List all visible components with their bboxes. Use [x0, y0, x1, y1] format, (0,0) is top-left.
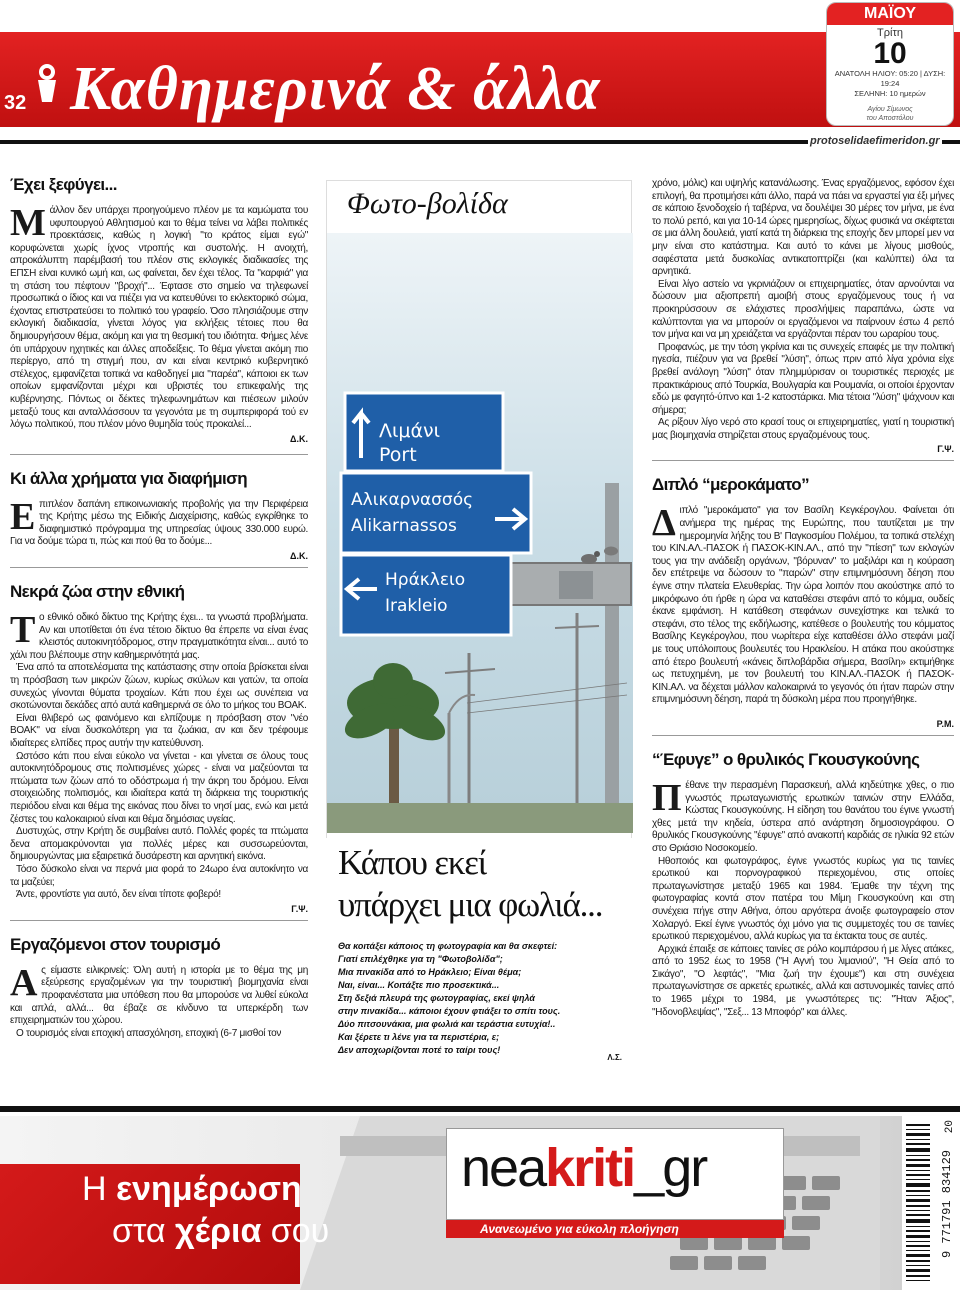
dropcap: Ε: [10, 495, 36, 538]
caption-line: Στη δεξιά πλευρά της φωτογραφίας, εκεί ψηλά: [338, 993, 535, 1003]
ad-divider: [0, 1106, 960, 1112]
caption-line: Και ξέρετε τι λένε για τα περιστέρια, ε;: [338, 1032, 500, 1042]
caption-line: Ναι, είναι... Κοιτάξτε πιο προσεκτικά...: [338, 980, 500, 990]
article-nekra-zoa: [10, 582, 308, 914]
ad-slogan-line2: στα χέρια σου: [112, 1212, 330, 1250]
article-paragraph: Δυστυχώς, στην Κρήτη δε συμβαίνει αυτό. Πολλές φορές τα πτώματα δενα απομακρύνονται για πολλές μέρες και συσσωρεύονται, δημιουργώντας μια εξαιρετικά δυσάρεστη και αρνητική εικόνα.: [10, 826, 308, 863]
ad-tagline: Ανανεωμένο για εύκολη πλοήγηση: [480, 1222, 679, 1236]
saint-name-line1: Αγίου Σίμωνος: [867, 106, 913, 113]
sign-port-en: Port: [379, 444, 417, 466]
article-paragraph: χρόνο, μόλις) και υψηλής κατανάλωσης. Ένας εργαζόμενος, εφόσον έχει επιλογή, θα προτιμήσει κάτι άλλο, παρά να πάει να εργαστεί για έξι μήνες σε κάποιο ξενοδοχείο ή ταβέρνα, να δουλέψει 30 μέρες τον μήνα, με ένα το πολύ ρεπό, και για 10-14 ώρες ημερησίως, δίχως φυσικά να σκέφτεται σε μια άλλη δουλειά, γιατί κατά τη διάρκεια της εποχής δεν μπορεί μεν να μην είναι στο κατάστημα. Και αυτό το κάνει με λίγους μισθούς, σαφέστατα μετά δυσκολίας αντικατοπτρίζει (και καλύπτει) όλα τα αρνητικά.: [652, 178, 954, 278]
article-body: [10, 495, 308, 549]
date-month: ΜΑΪΟΥ: [827, 3, 953, 25]
section-title: Καθημερινά & άλλα: [70, 55, 601, 123]
moon-phase: ΣΕΛΗΝΗ: 10 ημερών: [854, 89, 926, 98]
article-headline: Έχει ξεφύγει...: [10, 175, 117, 194]
article-byline: Δ.Κ.: [290, 551, 308, 562]
article-headline: Κι άλλα χρήματα για διαφήμιση: [10, 468, 247, 488]
dropcap: Π: [652, 776, 682, 819]
article-ergazomenoi: [10, 935, 308, 1041]
article-paragraph: Ηθοποιός και φωτογράφος, έγινε γνωστός κυρίως για τις ταινίες ερωτικού και πορνογραφικού περιεχομένου, στις οποίες πρωταγωνίστησε μεταξύ 1965 και 1984. Έμαθε την τέχνη της φωτογραφίας κοντά στον πατέρα του Μίμη Γκουσγκούνη και στη συνέχεια πήγε στην Αθήνα, όπου αργότερα άνοιξε φωτογραφείο στον Χολαργό. Εκεί έγινε γνωστός όχι μόνο για τις συμμετοχές του σε ταινίες ερωτικού περιεχομένου, αλλά κυρίως για τα έκτακτα τους σε αυτές.: [652, 855, 954, 943]
photo-caption-lines: [338, 940, 622, 1057]
dropcap: Α: [10, 961, 38, 1004]
sign-alikarnassos-gr: Αλικαρνασσός: [351, 490, 474, 510]
article-text: ς είμαστε ειλικρινείς: Όλη αυτή η ιστορία με το θέμα της μη εξεύρεσης εργαζομένων για την τουριστική βιομηχανία είναι προφανέστατα μια υπόθεση που θα μπορούσε να λυθεί εύκολα και απλά, αλλά... θα έβαζε σε κίνδυνο τα υπερκέρδη των επιχειρηματιών του χώρου.: [10, 964, 308, 1027]
road-sign-photo: [327, 233, 633, 833]
left-column: [10, 175, 308, 1040]
article-diafimisi: [10, 469, 308, 561]
sign-alikarnassos-en: Alikarnassos: [351, 516, 457, 536]
date-box: [826, 2, 954, 126]
article-byline: Δ.Κ.: [290, 433, 308, 444]
article-ergazomenoi-continued: [652, 178, 954, 454]
article-body: [10, 609, 308, 902]
article-gkousgkounis: [652, 750, 954, 1019]
sign-irakleio-en: Irakleio: [385, 596, 448, 616]
issue-number: 20: [944, 1120, 956, 1134]
newspaper-emblem-icon: [32, 62, 62, 104]
article-exei-xefygei: [10, 175, 308, 444]
right-column: [652, 178, 954, 1019]
caption-line: Μια πινακίδα από το Ηράκλειο; Είναι θέμα;: [338, 967, 522, 977]
dropcap: Δ: [652, 502, 676, 545]
date-weekday: Τρίτη: [877, 27, 903, 39]
article-body: [10, 961, 308, 1041]
sign-port-gr: Λιμάνι: [379, 420, 441, 442]
article-body: [652, 502, 954, 707]
divider: [10, 920, 308, 921]
caption-line: Γιατί επιλέχθηκε για τη "Φωτοβολίδα";: [338, 954, 503, 964]
caption-line: Δύο πιτσουνάκια, μια φωλιά και τεράστια ευτυχία!..: [338, 1019, 556, 1029]
article-headline: Νεκρά ζώα στην εθνική: [10, 582, 185, 602]
caption-line: Δεν αποχωρίζονται ποτέ το ταίρι τους!: [338, 1045, 501, 1055]
article-text: άλλον δεν υπάρχει προηγούμενο πλέον με τα καμώματα του υφυπουργού Αθλητισμού και το θέμα τείνει να λάβει πολιτικές προεκτάσεις, καθώς η λογική "το κράτος είμαι εγώ" κορυφώνεται χωρίς ίχνος ντροπής και συστολής. Η ανοιχτή, απροκάλυπτη παρέμβασή του πλέον στις εκλογικές διαδικασίες της ΕΠΣΗ είναι κυνικό ωμή και, ως φαίνεται, δεν έχει τέλος. Τα "καρφιά" για τη στάση του πέφτουν "βροχή"... Έφτασε στο σημείο να τηλεφωνεί προσωπικά ο ίδιος και να πιέζει για να κατευθύνει το εκλεκτορικό σώμα, έχοντας επιστρατεύσει το πολιτικό του γραφείο. Όσο πλησιάζουμε στην εκλογική διαδικασία, γίνεται λόγος για εκλήξεις τέτοιες που θα δημιουργήσουν θέμα, ακόμη και για τη θεσμική του ιδιότητα. Φήμες λένε ότι υπάρχουν ηχητικές και άλλες αποδείξεις. Το θέμα γίνεται ακόμη πιο περίεργο, από τη στιγμή που, αν και είναι κεντρικό κυβερνητικό στέλεχος, εμφανίζεται τοπικά να καθοδηγεί μια "παρέα", κάποιοι εκ των οποίων εμφανίζονται μέχρι και υβριστές του επικεφαλής της κυβέρνησης. Πόντως οι δέκτες τηλεφωνημάτων και πιέσεων μιλούν μεταξύ τους και ανταλλάσσουν τα γεγονότα με τη συμπεριφορά τού εν λόγω πολιτικού, που πλέον μόνο θυμηδία τούς προκαλεί...: [10, 205, 308, 431]
article-paragraph: Είναι λίγο αστείο να γκρινιάζουν οι επιχειρηματίες, όταν αρνούνται να δώσουν μια αξιοπρεπή αμοιβή στους εργαζόμενους τους ή να προκηρύσσουν σε ελάχιστες προσλήψεις παραπάνω, ώστε να καλύπτονται για να μπορούν οι εργαζόμενοι να παίρνουν έστω 4 ρεπό τον μήνα και να μη χρειάζεται να εργάζονται πέραν του ωραρίου τους.: [652, 278, 954, 341]
article-paragraph: Ο τουρισμός είναι εποχική απασχόληση, εποχική (6-7 μισθοί τον: [16, 1027, 282, 1039]
divider: [10, 567, 308, 568]
photo-feature: [326, 180, 632, 886]
article-paragraph: Ένα από τα αποτελέσματα της κατάστασης στην οποία βρίσκεται είναι τη πρόσβαση των μικρών ζώων, κυρίως σκύλων και γατών, τα οποία συνεχώς γίνονται θύματα τροχαίων. Κάτι που έχει ως συνέπεια να σκοτώνονται δεκάδες από αυτά καθημερινά σε όλο το μήκος του ΒΟΑΚ.: [10, 662, 308, 712]
article-diplo-merokamato: [652, 475, 954, 729]
dropcap: Μ: [10, 202, 46, 244]
article-text: ιπλό "μεροκάματο" για τον Βασίλη Κεγκέρογλου. Φαίνεται ότι ανήμερα της ημέρας της Ευρώπης, που ταυτίζεται με την ημερομηνία λήξης του Β' Παγκοσμίου Πολέμου, τα τοπικά στελέχη του ΚΙΝ.ΑΛ.-ΠΑΣΟΚ ή ΠΑΣΟΚ-ΚΙΝ.ΑΛ., από την "πίεση" των εκλογών τους για την ανάδειξη οργάνων, "βόρυναν" το μαξιλάρι και η κούραση δεν επέτρεψε να δώσουν το "παρών" στην επιμνημόσυνη δέηση που έγινε στην πλατεία Ελευθερίας. Την ώρα λοιπόν που ακούστηκε από το μικρόφωνο ότι ήρθε η ώρα να καταθέσει στεφάνι από το κόμμα, ουδείς έκανε εμφάνιση. Η κατάθεση στεφάνων συνεχίστηκε και τελικά το στεφάνι, στο τέλος της εκδήλωσης, κατέθεσε ο βουλευτής του κόμματος Βασίλης Κεγκέρογλου, που νωρίτερα είχε καταθέσει άλλο στεφάνι μαζί με τους υπόλοιπους βουλευτές του Ηρακλείου. Η ατάκα που ακούστηκε από έτερο βουλευτή «κάνεις διπλοβάρδια σήμερα, Βασίλη» εκτιμήθηκε ως πετυχημένη, με τον βουλευτή του ΚΙΝ.ΑΛ.-ΠΑΣΟΚ ή ΠΑΣΟΚ-ΚΙΝ.ΑΛ. να δέχεται μάλλον καλοκαιρινά το γεγονός ότι ήταν παρών στην επιμνημόσυνη δέηση, παρά τη δύσκολη μέρα που προηγήθηκε.: [652, 505, 954, 706]
article-paragraph: Είναι θλιβερό ως φαινόμενο και ελπίζουμε η πρόσβαση στον "νέο ΒΟΑΚ" να είναι δυσκολότερη για τα ζωάκια, αν και δεν τρέφουμε ιδιαίτερες ελπίδες προς αυτήν την κατεύθυνση.: [10, 712, 308, 749]
neakriti-logo: neakriti_gr: [461, 1138, 707, 1198]
article-byline: Γ.Ψ.: [291, 903, 308, 914]
article-headline: Εργαζόμενοι στον τουρισμό: [10, 934, 221, 954]
article-paragraph: Ωστόσο κάτι που είναι εύκολο να γίνεται - και γίνεται σε όλους τους αυτοκινητόδρομους στις πολιτισμένες χώρες - είναι να μαζεύονται τα πτώματα των ζώων από το οδόστρωμα ή την άκρη του δρόμου. Είναι στοιχειώδης πολιτισμός, και ιδιαίτερα κατά τη διάρκεια της τουριστικής περιόδου είναι και θέμα της εικόνας που δίνει το νησί μας, ενώ και μετά ζέστες του καλοκαιριού είναι και θέμα δημόσιας υγείας.: [10, 750, 308, 825]
ad-slogan-line1: Η ενημέρωση: [82, 1170, 302, 1208]
article-text: έθανε την περασμένη Παρασκευή, αλλά κηδεύτηκε χθες, ο πιο γνωστός πρωταγωνιστής ερωτικών ταινιών στην Ελλάδα, Κώστας Γκουσγκούνης. Η είδηση του θανάτου του έγινε γνωστή χθες μετά την κηδεία, ύστερα από ανάρτηση δημοσιογράφου. Ο θρυλικός Γκουσγκούνης "έφυγε" από ανακοπή καρδιάς σε ηλικία 92 ετών στο Θριάσιο Νοσοκομείο.: [652, 779, 954, 854]
article-paragraph: Ας ρίξουν λίγο νερό στο κρασί τους οι επιχειρηματίες, γιατί η τουριστική μας βιομηχανία στηρίζεται στους εργαζομένους τους.: [652, 417, 954, 441]
article-byline: Γ.Ψ.: [937, 444, 954, 455]
divider: [652, 460, 954, 461]
page-number: 32: [4, 92, 27, 114]
advertisement-neakriti[interactable]: [0, 1116, 960, 1290]
header-top: [0, 0, 960, 32]
article-paragraph: Αρχικά έπαιξε σε κάποιες ταινίες σε ρόλο κομπάρσου ή με λίγες ατάκες, από το 1952 έως το 1958 ("Η Αγνή του λιμανιού", "Η Θεία από το Σικάγο", "Ο λεφτάς", "Μια ζωή την έχουμε") και στη συνέχεια πρωταγωνίστησε σε αρκετές ερωτικές, αλλά και αστυνομικές ταινίες από το 1965 μέχρι το 1984, με γνωστότερες τις: "Ήταν Άξιος", "Ηδονοβλεψίας", "Σεξ... 13 Μποφόρ" και άλλες.: [652, 943, 954, 1018]
divider: [10, 454, 308, 455]
photo-caption-headline-2: υπάρχει μια φωλιά...: [338, 885, 603, 924]
dropcap: Τ: [10, 609, 36, 652]
saint-name-line2: του Αποστόλου: [866, 115, 914, 122]
photo-caption-byline: Λ.Σ.: [607, 1053, 622, 1062]
article-headline: Διπλό “μεροκάματο”: [652, 475, 809, 495]
divider: [652, 735, 954, 736]
sign-irakleio-gr: Ηράκλειο: [385, 570, 466, 590]
article-paragraph: Άντε, φροντίστε για αυτό, δεν είναι τίποτε φοβερό!: [16, 889, 221, 901]
article-body: [10, 202, 308, 432]
date-day-number: 10: [873, 37, 907, 70]
caption-line: στην πινακίδα... κάποιοι έχουν φτιάξει το σπίτι τους.: [338, 1006, 561, 1016]
article-text: ο εθνικό οδικό δίκτυο της Κρήτης έχει... τα γνωστά προβλήματα. Αν και υποτίθεται ότι ένα τέτοιο δίκτυο θα έπρεπε να είναι ένας κλειστός αυτοκινητόδρομος, στην πραγματικότητα είναι... αυτό το χάλι που βλέπουμε στην καθημερινότητά μας.: [10, 612, 308, 661]
ad-logo-box: [446, 1128, 784, 1220]
barcode-number: 9 771791 834129: [940, 1150, 954, 1259]
photo-feature-title: Φωτο-βολίδα: [347, 187, 508, 220]
article-paragraph: Τόσο δύσκολο είναι να περνά μια φορά το 24ωρο ένα αυτοκίνητο να τα μαζεύει;: [10, 863, 308, 888]
article-body: [652, 178, 954, 442]
watermark-site-url[interactable]: protoselidaefimeridon.gr: [810, 135, 940, 147]
photo-caption-headline-1: Κάπου εκεί: [338, 843, 487, 882]
article-text: πιπλέον δαπάνη επικοινωνιακής προβολής για την Περιφέρεια της Κρήτης μέσω της Ειδικής Διαχείρισης, καθώς εγκρίθηκε το διαφημιστικό πρόγραμμα της υπηρεσίας ύψους 330.000 ευρώ. Για να δούμε τώρα τι, πώς και πού θα το δούμε...: [10, 498, 308, 548]
caption-line: Θα κοιτάξει κάποιος τη φωτογραφία και θα σκεφτεί:: [338, 941, 558, 951]
article-headline: “Έφυγε” ο θρυλικός Γκουσγκούνης: [652, 749, 920, 769]
article-byline: Ρ.Μ.: [936, 718, 954, 729]
photo-caption: [326, 838, 632, 1062]
article-paragraph: Προφανώς, με την τόση γκρίνια και τις συνεχείς επαφές με την πολιτική ηγεσία, πιέζουν για να βρεθεί "λύση", όπως πριν από λίγα χρόνια είχε βρεθεί ανάλογη "λύση" όταν πλημμύρισαν οι τουριστικές περιοχές με πρακτικάριους από Τουρκία, Βουλγαρία και Ρουμανία, οι οποίοι έρχονταν εδώ με φαγητό-ύπνο και 1-2 κατοστάρικα. Μια τέτοια "λύση" ψάχνουν και σήμερα;: [652, 341, 954, 416]
sun-times: ΑΝΑΤΟΛΗ ΗΛΙΟΥ: 05:20 | ΔΥΣΗ: 19:24: [834, 69, 946, 88]
article-body: [652, 776, 954, 1019]
